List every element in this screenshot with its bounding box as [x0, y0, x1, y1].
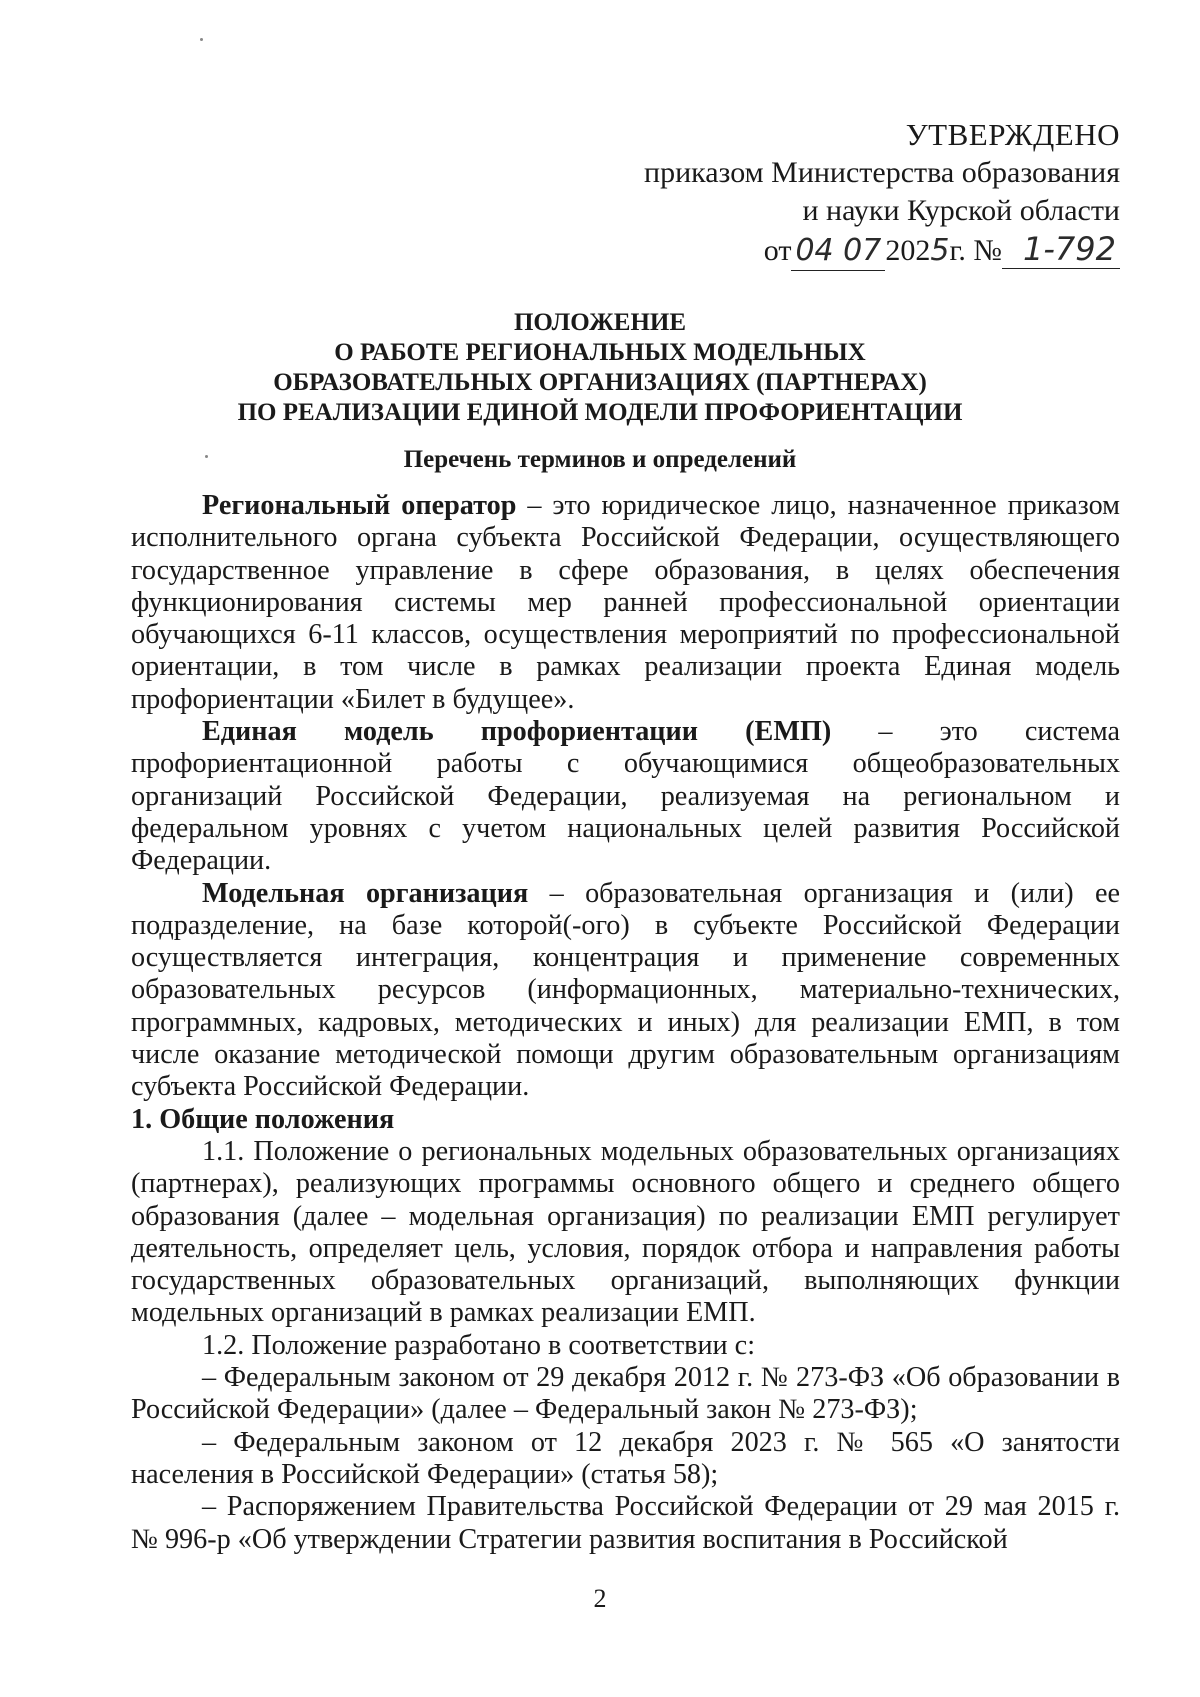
terms-heading: Перечень терминов и определений: [403, 446, 797, 473]
document-body: [131, 490, 1120, 1556]
date-prefix: от: [763, 234, 792, 267]
term-paragraph: [131, 716, 1120, 877]
title-line: О РАБОТЕ РЕГИОНАЛЬНЫХ МОДЕЛЬНЫХ: [334, 339, 866, 366]
handwritten-year: 5: [930, 233, 950, 268]
section-heading: 1. Общие положения: [131, 1103, 395, 1135]
term-definition: – это система профориентационной работы с обучающимися общеобразовательных организаций Российской Федерации, реализуемая на региональном и федеральном уровнях с учетом национальных целей развития Российской Федерации.: [131, 716, 1121, 877]
term-name: Модельная организация: [202, 877, 529, 909]
list-item: – Распоряжением Правительства Российской Федерации от 29 мая 2015 г. № 996-р «Об утверждении Стратегии развития воспитания в Российской: [131, 1491, 1120, 1555]
approval-date-line: [644, 230, 1120, 271]
approval-line: приказом Министерства образования: [644, 156, 1120, 189]
clause-paragraph: 1.1. Положение о региональных модельных образовательных организациях (партнерах), реализующих программы основного общего и среднего общего образования (далее – модельная организация) по реализации ЕМП регулирует деятельность, определяет цель, условия, порядок отбора и направления работы государственных образовательных организаций, выполняющих функции модельных организаций в рамках реализации ЕМП.: [131, 1135, 1120, 1329]
clause-paragraph: 1.2. Положение разработано в соответствии с:: [202, 1329, 756, 1361]
document-title: [120, 308, 1080, 428]
handwritten-order-number: 1-792: [1002, 230, 1120, 269]
scan-speck: [200, 38, 203, 41]
term-name: Региональный оператор: [202, 490, 517, 521]
handwritten-date: 04 07: [791, 232, 885, 271]
list-item: – Федеральным законом от 29 декабря 2012 г. № 273-ФЗ «Об образовании в Российской Федерации» (далее – Федеральный закон № 273-ФЗ);: [131, 1362, 1120, 1426]
list-item: – Федеральным законом от 12 декабря 2023 г. № 565 «О занятости населения в Российской Федерации» (статья 58);: [131, 1426, 1120, 1490]
approval-line: и науки Курской области: [802, 194, 1120, 227]
term-definition: – это юридическое лицо, назначенное приказом исполнительного органа субъекта Российской Федерации, осуществляющего государственное управление в сфере образования, в целях обеспечения функционирования системы мер ранней профессиональной ориентации обучающихся 6-11 классов, осуществления мероприятий по профессиональной ориентации, в том числе в рамках реализации проекта Единая модель профориентации «Билет в будущее».: [131, 490, 1120, 715]
title-line: ПОЛОЖЕНИЕ: [513, 309, 687, 336]
page-number: 2: [593, 1584, 607, 1613]
title-line: ОБРАЗОВАТЕЛЬНЫХ ОРГАНИЗАЦИЯХ (ПАРТНЕРАХ): [273, 369, 927, 396]
term-paragraph: [131, 490, 1120, 716]
approval-heading: УТВЕРЖДЕНО: [905, 117, 1120, 152]
term-name: Единая модель профориентации (ЕМП): [202, 716, 832, 748]
title-line: ПО РЕАЛИЗАЦИИ ЕДИНОЙ МОДЕЛИ ПРОФОРИЕНТАЦИИ: [237, 399, 963, 426]
approval-block: [644, 116, 1120, 271]
term-definition: – образовательная организация и (или) ее подразделение, на базе которой(-ого) в субъекте Российской Федерации осуществляется интеграция, концентрация и применение современных образовательных ресурсов (информационных, материально-технических, программных, кадровых, методических и иных) для реализации ЕМП, в том числе оказание методической помощи другим образовательным организациям субъекта Российской Федерации.: [131, 877, 1121, 1103]
year-suffix: г. №: [949, 234, 1002, 267]
term-paragraph: [131, 878, 1120, 1104]
year-printed: 202: [885, 234, 931, 267]
